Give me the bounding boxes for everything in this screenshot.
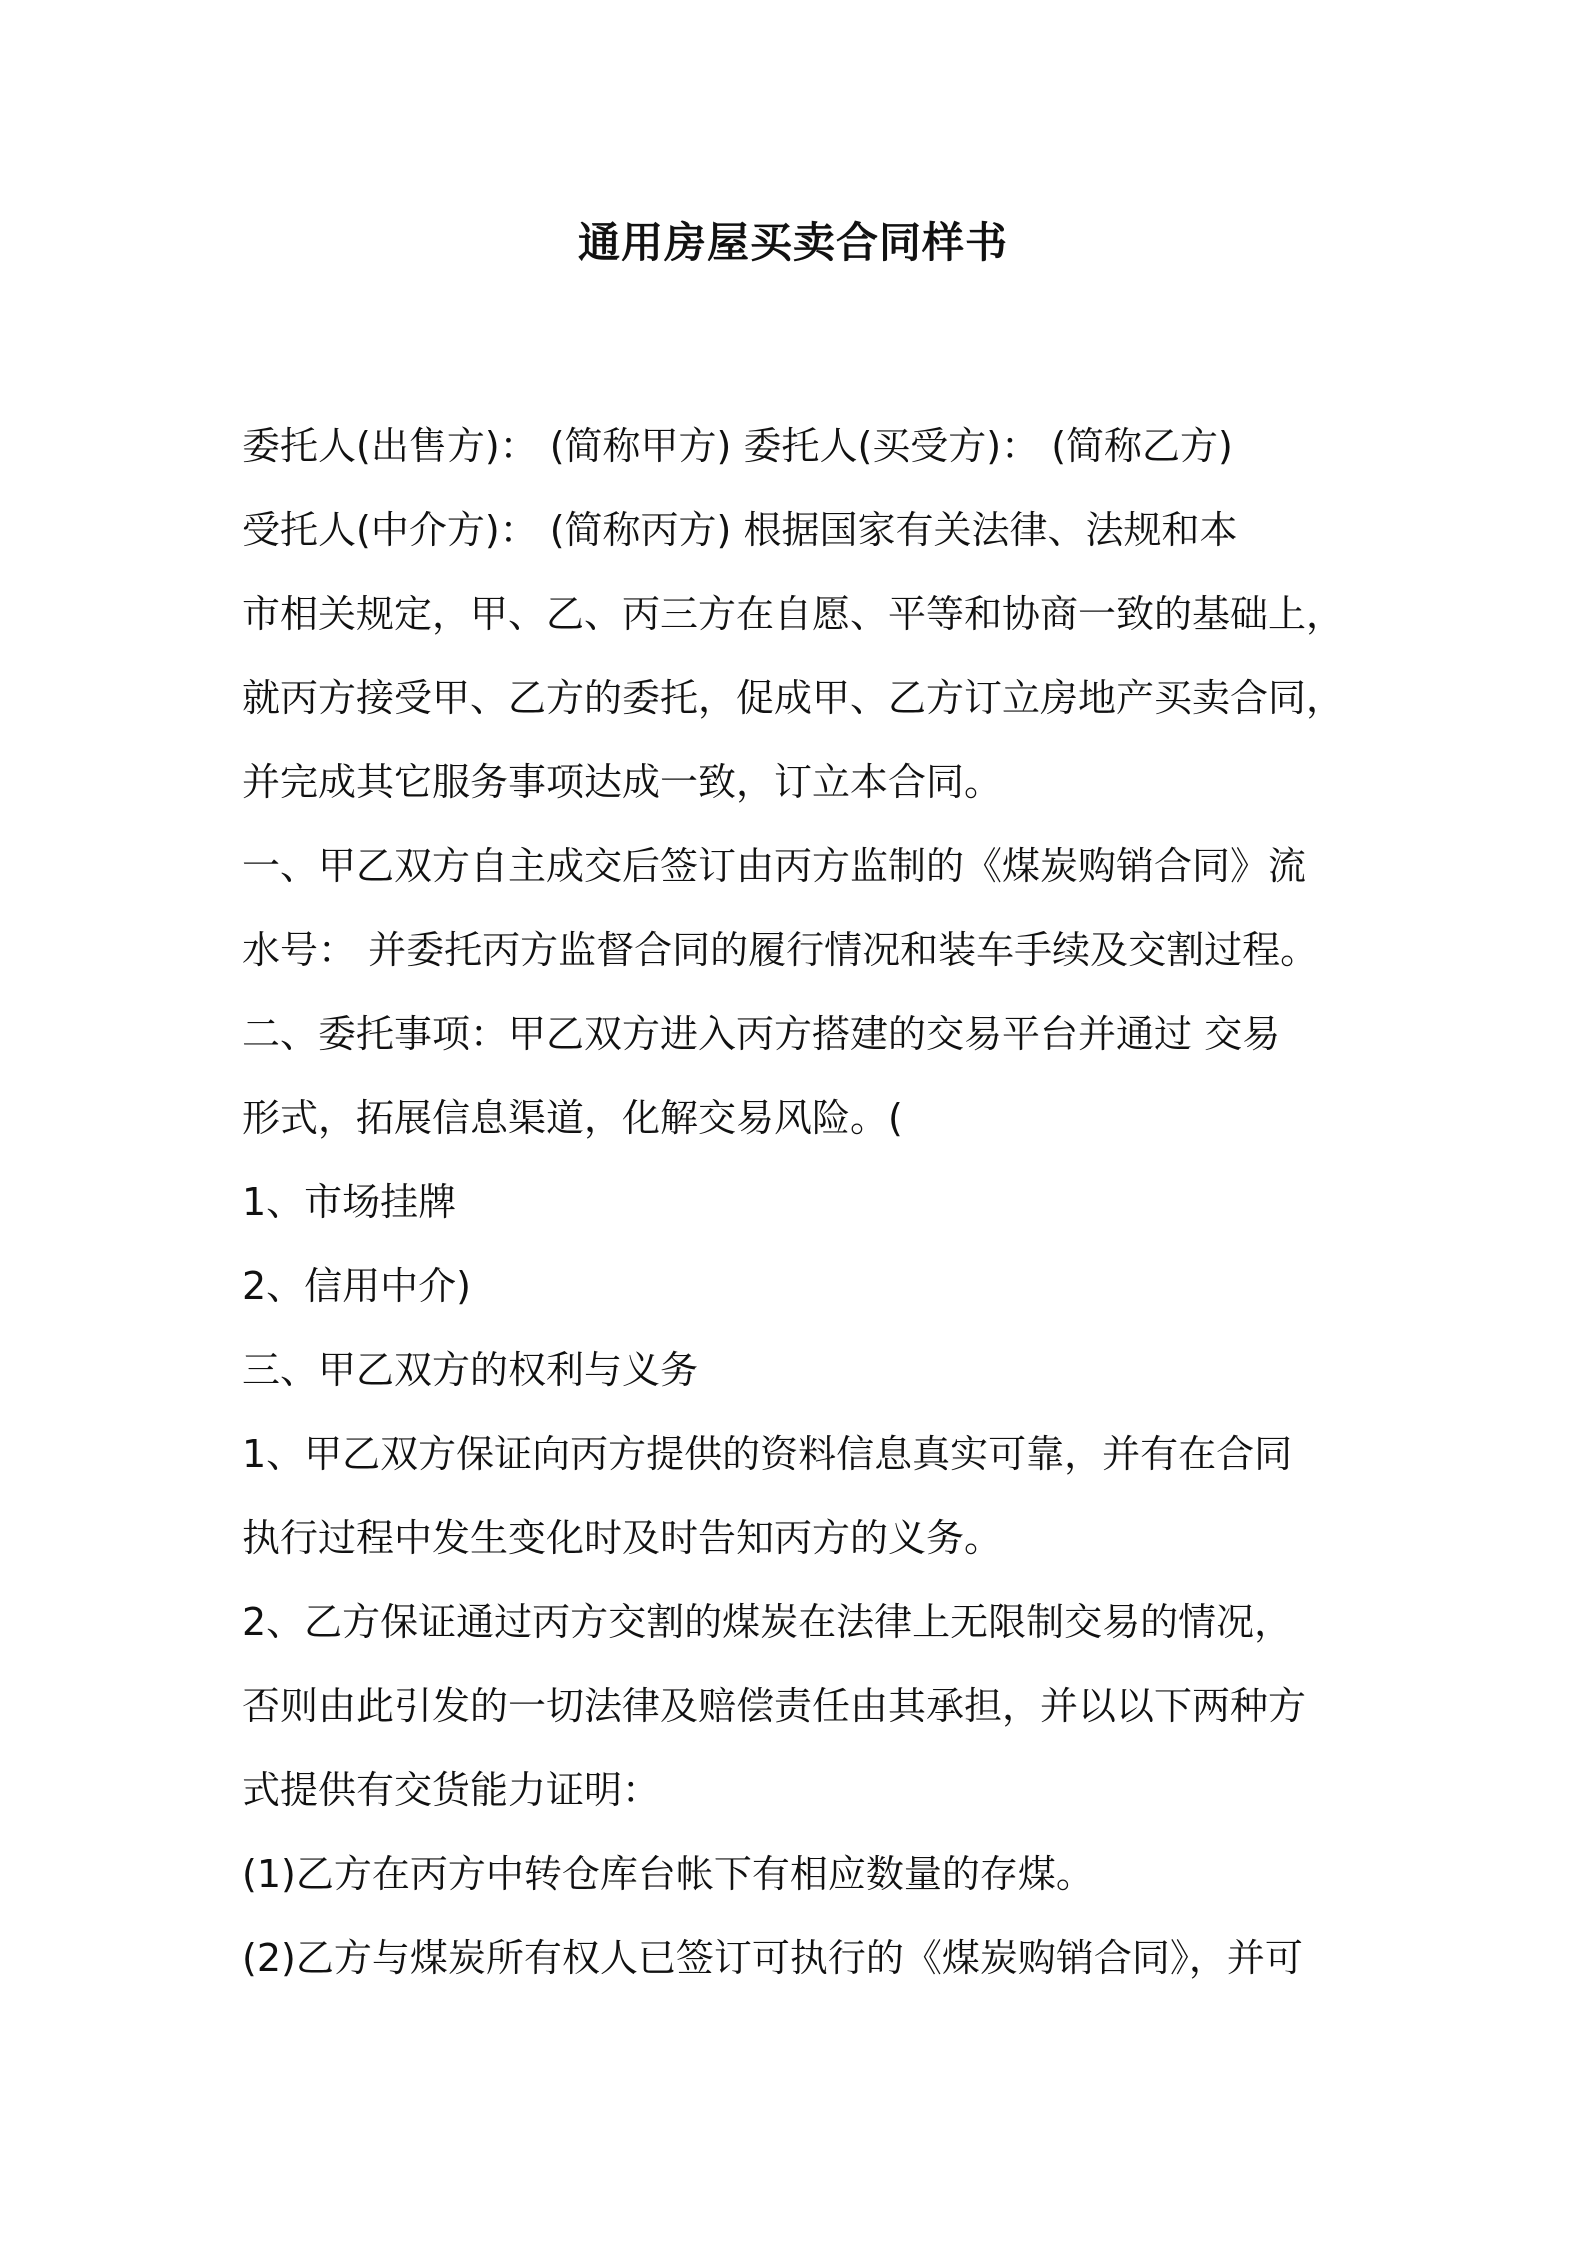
- text-line: 否则由此引发的一切法律及赔偿责任由其承担，并以以下两种方: [242, 1684, 1307, 1728]
- text-line: 就丙方接受甲、乙方的委托，促成甲、乙方订立房地产买卖合同，: [242, 676, 1345, 720]
- document-body: [242, 404, 1352, 2000]
- text-line: 式提供有交货能力证明：: [242, 1768, 661, 1812]
- text-line: (2)乙方与煤炭所有权人已签订可执行的《煤炭购销合同》，并可: [242, 1936, 1303, 1980]
- text-line: 2、乙方保证通过丙方交割的煤炭在法律上无限制交易的情况，: [242, 1600, 1293, 1644]
- text-line: (1)乙方在丙方中转仓库台帐下有相应数量的存煤。: [242, 1852, 1094, 1896]
- text-line: 市相关规定，甲、乙、丙三方在自愿、平等和协商一致的基础上，: [242, 592, 1345, 636]
- text-line: 三、甲乙双方的权利与义务: [242, 1348, 699, 1392]
- text-line: 1、甲乙双方保证向丙方提供的资料信息真实可靠，并有在合同: [242, 1432, 1293, 1476]
- text-line: 二、委托事项：甲乙双方进入丙方搭建的交易平台并通过 交易: [242, 1012, 1281, 1056]
- document-title: 通用房屋买卖合同样书: [577, 218, 1008, 267]
- text-line: 执行过程中发生变化时及时告知丙方的义务。: [242, 1516, 1003, 1560]
- text-line: 2、信用中介): [242, 1264, 472, 1308]
- text-line: 1、市场挂牌: [242, 1180, 457, 1224]
- text-line: 并完成其它服务事项达成一致，订立本合同。: [242, 760, 1003, 804]
- text-line: 水号： 并委托丙方监督合同的履行情况和装车手续及交割过程。: [242, 928, 1319, 972]
- text-line: 受托人(中介方)： (简称丙方) 根据国家有关法律、法规和本: [242, 508, 1238, 552]
- text-line: 形式，拓展信息渠道，化解交易风险。(: [242, 1096, 903, 1140]
- text-line: 委托人(出售方)： (简称甲方) 委托人(买受方)： (简称乙方): [242, 424, 1233, 468]
- text-line: 一、甲乙双方自主成交后签订由丙方监制的《煤炭购销合同》流: [242, 844, 1307, 888]
